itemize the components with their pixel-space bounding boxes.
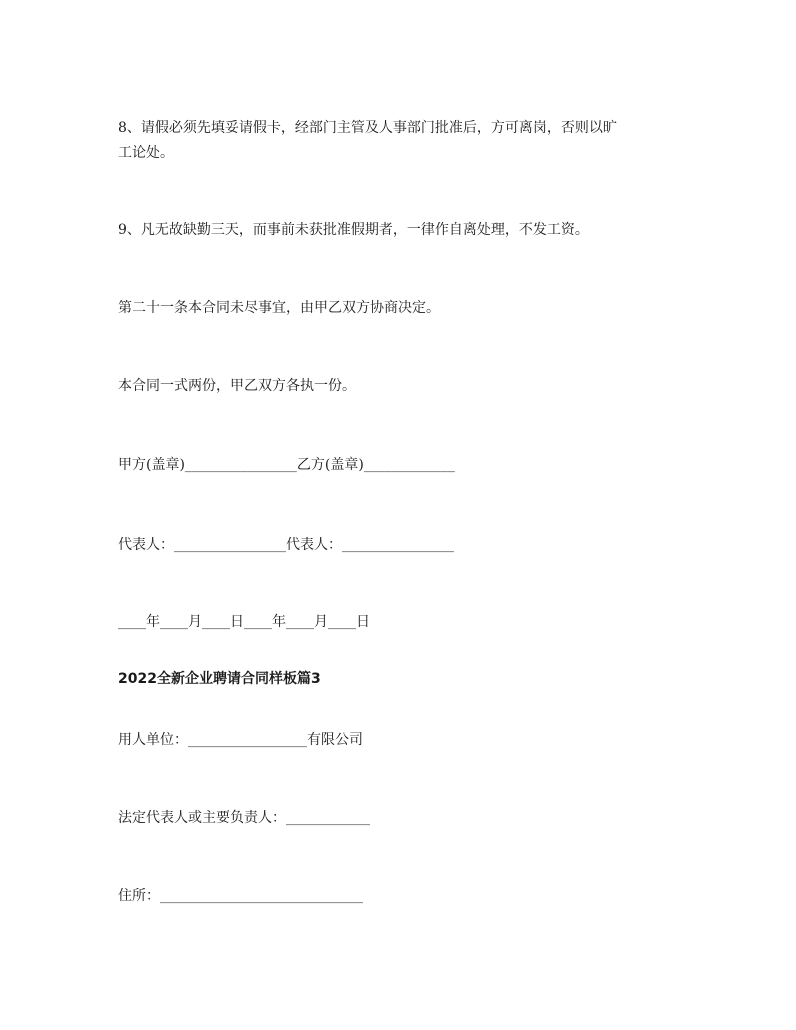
representative-signature-line: 代表人：________________代表人：________________: [118, 537, 454, 553]
item-8-line-1: 8、请假必须先填妥请假卡，经部门主管及人事部门批准后，方可离岗，否则以旷: [118, 120, 617, 136]
employer-line: 用人单位：_________________有限公司: [118, 732, 363, 748]
date-line: ____年____月____日____年____月____日: [118, 614, 370, 630]
section-heading: 2022全新企业聘请合同样板篇3: [118, 671, 321, 687]
seal-signature-line: 甲方(盖章)________________乙方(盖章)_____________: [118, 457, 455, 473]
item-9: 9、凡无故缺勤三天，而事前未获批准假期者，一律作自离处理，不发工资。: [118, 222, 589, 238]
item-8-line-2: 工论处。: [118, 145, 174, 161]
address-line: 住所：_____________________________: [118, 888, 363, 904]
article-21: 第二十一条本合同未尽事宜，由甲乙双方协商决定。: [118, 300, 440, 316]
legal-representative-line: 法定代表人或主要负责人：____________: [118, 810, 370, 826]
copies-clause: 本合同一式两份，甲乙双方各执一份。: [118, 378, 356, 394]
